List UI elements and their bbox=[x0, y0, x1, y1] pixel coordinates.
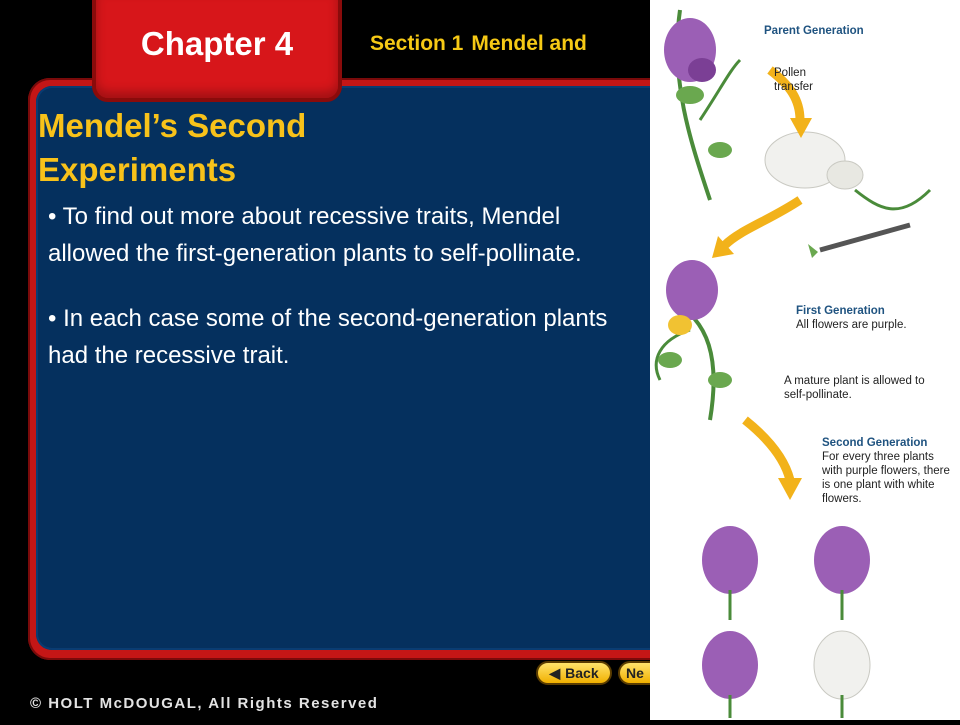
leaf-shape bbox=[658, 352, 682, 368]
chapter-label: Chapter 4 bbox=[140, 25, 294, 62]
white-flower-second-gen bbox=[814, 631, 870, 718]
section-title: Mendel and bbox=[471, 32, 587, 55]
second-generation-block bbox=[822, 436, 956, 506]
pea-plant-illustration bbox=[650, 0, 960, 720]
first-generation-block bbox=[796, 304, 916, 332]
leaf-shape bbox=[708, 372, 732, 388]
first-generation-text: All flowers are purple. bbox=[796, 319, 907, 331]
purple-flower-first-gen bbox=[666, 260, 718, 335]
bullet-item: • In each case some of the second-generation plants had the recessive trait. bbox=[48, 305, 608, 369]
slide-title-line-1: Mendel’s Second bbox=[38, 107, 307, 144]
pollen-transfer-label: Pollen transfer bbox=[774, 67, 813, 93]
white-flower-parent bbox=[765, 132, 930, 209]
section-heading bbox=[370, 32, 587, 56]
leaf-shape bbox=[708, 142, 732, 158]
purple-flower-parent bbox=[664, 18, 716, 82]
arrow-shape bbox=[778, 478, 802, 500]
copyright-text: © HOLT McDOUGAL, All Rights Reserved bbox=[30, 695, 379, 712]
slide-title-line-2: Experiments bbox=[38, 151, 237, 188]
chapter-tab[interactable] bbox=[92, 0, 342, 102]
purple-flower-second-gen-3 bbox=[702, 631, 758, 718]
back-button[interactable] bbox=[536, 661, 612, 685]
next-label: Ne bbox=[626, 665, 644, 681]
back-arrow-icon: ◀ bbox=[549, 664, 561, 681]
purple-flower-second-gen-2 bbox=[814, 526, 870, 620]
leaf-shape bbox=[676, 86, 704, 104]
illustration-drawing bbox=[650, 0, 960, 720]
second-generation-text: For every three plants with purple flowers, there is one plant with white flowers. bbox=[822, 451, 950, 505]
brush-shape bbox=[820, 225, 910, 250]
bullet-list bbox=[48, 198, 648, 402]
section-label: Section 1 bbox=[370, 32, 464, 55]
bullet-item: • To find out more about recessive traits, Mendel allowed the first-generation plants to self-pollinate. bbox=[48, 203, 582, 267]
slide-title bbox=[38, 104, 398, 192]
mature-plant-text: A mature plant is allowed to self-pollinate. bbox=[784, 375, 925, 401]
purple-flower-second-gen-1 bbox=[702, 526, 758, 620]
first-generation-heading: First Generation bbox=[796, 305, 885, 317]
second-generation-heading: Second Generation bbox=[822, 437, 928, 449]
back-label: Back bbox=[565, 665, 599, 681]
parent-generation-heading: Parent Generation bbox=[764, 25, 864, 37]
